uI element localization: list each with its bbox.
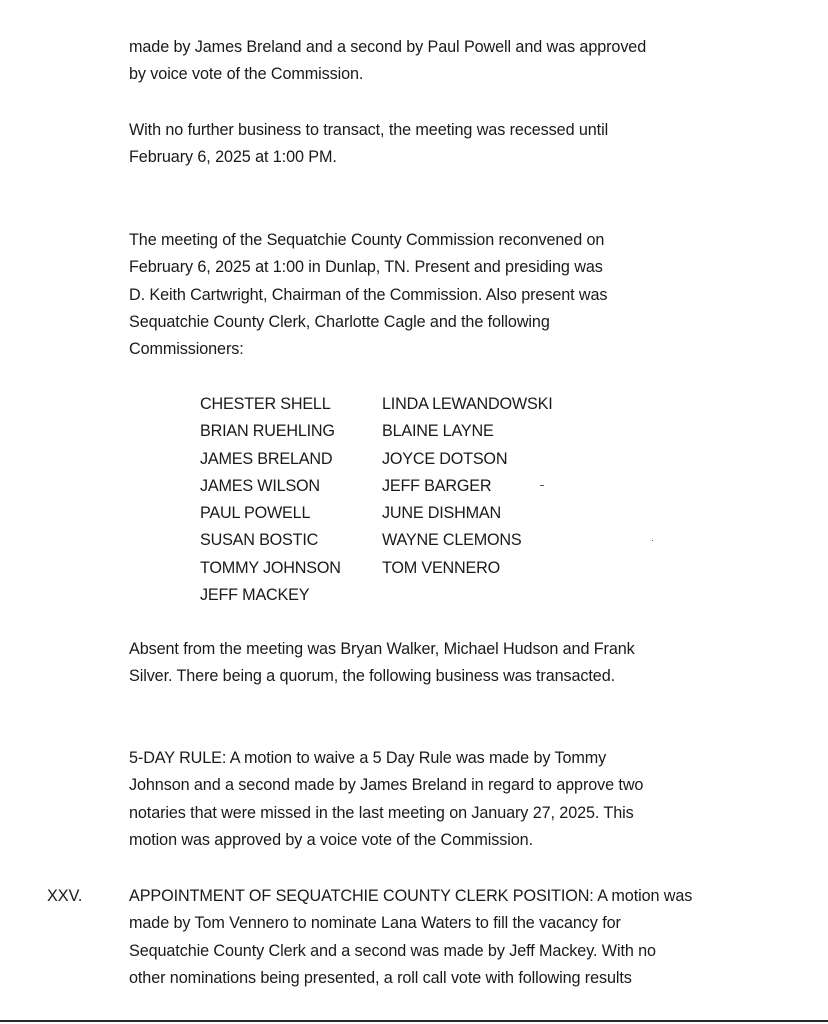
roster-row xyxy=(200,555,642,582)
commissioner-name: LINDA LEWANDOWSKI xyxy=(382,395,553,413)
text-line: February 6, 2025 at 1:00 in Dunlap, TN. Present and presiding was xyxy=(129,258,603,277)
text-line: Sequatchie County Clerk and a second was made by Jeff Mackey. With no xyxy=(129,941,656,960)
paragraph-recess xyxy=(129,117,769,172)
paragraph-absent xyxy=(129,636,769,691)
commissioner-name: BLAINE LAYNE xyxy=(382,422,494,441)
item-number: XXV. xyxy=(47,887,83,905)
paragraph-reconvened xyxy=(129,227,769,363)
commissioner-name: BRIAN RUEHLING xyxy=(200,422,335,441)
text-line: Commissioners: xyxy=(129,340,244,359)
text-line: by voice vote of the Commission. xyxy=(129,65,364,84)
commissioner-name: JOYCE DOTSON xyxy=(382,449,508,468)
text-line: other nominations being presented, a roll call vote with following results xyxy=(129,968,632,987)
commissioner-roster xyxy=(200,391,642,609)
text-line: made by Tom Vennero to nominate Lana Waters to fill the vacancy for xyxy=(129,914,621,933)
commissioner-name xyxy=(382,582,642,609)
commissioner-name: JAMES BRELAND xyxy=(200,449,333,468)
roster-row xyxy=(200,446,642,473)
page-bottom-edge xyxy=(0,1020,828,1022)
text-line: 5-DAY RULE: A motion to waive a 5 Day Rule was made by Tommy xyxy=(129,749,607,767)
roster-row xyxy=(200,527,642,554)
text-line: Absent from the meeting was Bryan Walker, Michael Hudson and Frank xyxy=(129,640,635,658)
text-line: The meeting of the Sequatchie County Commission reconvened on xyxy=(129,231,605,249)
scan-speck xyxy=(652,540,653,541)
text-line: Silver. There being a quorum, the following business was transacted. xyxy=(129,667,615,686)
paragraph-clerk-appointment xyxy=(129,883,769,992)
text-line: made by James Breland and a second by Paul Powell and was approved xyxy=(129,38,647,56)
roster-row xyxy=(200,391,642,418)
text-line: Johnson and a second made by James Breland in regard to approve two xyxy=(129,776,644,795)
commissioner-name: TOMMY JOHNSON xyxy=(200,558,341,577)
commissioner-name: JUNE DISHMAN xyxy=(382,504,502,523)
commissioner-name: WAYNE CLEMONS xyxy=(382,531,522,550)
text-line: D. Keith Cartwright, Chairman of the Commission. Also present was xyxy=(129,285,608,304)
commissioner-name: SUSAN BOSTIC xyxy=(200,531,319,550)
text-line: February 6, 2025 at 1:00 PM. xyxy=(129,148,337,167)
commissioner-name: TOM VENNERO xyxy=(382,558,501,577)
roster-row xyxy=(200,500,642,527)
scan-speck xyxy=(540,485,544,486)
roster-row xyxy=(200,418,642,445)
commissioner-name: JAMES WILSON xyxy=(200,476,320,495)
commissioner-name: PAUL POWELL xyxy=(200,504,311,523)
text-line: APPOINTMENT OF SEQUATCHIE COUNTY CLERK POSITION: A motion was xyxy=(129,887,693,905)
roster-row xyxy=(200,473,642,500)
commissioner-name: CHESTER SHELL xyxy=(200,395,331,413)
text-line: With no further business to transact, the meeting was recessed until xyxy=(129,121,609,139)
paragraph-five-day-rule xyxy=(129,745,769,854)
paragraph-motion-approval xyxy=(129,34,769,89)
roster-row xyxy=(200,582,642,609)
text-line: Sequatchie County Clerk, Charlotte Cagle and the following xyxy=(129,312,550,331)
text-line: motion was approved by a voice vote of the Commission. xyxy=(129,830,533,849)
commissioner-name: JEFF BARGER xyxy=(382,476,492,495)
commissioner-name: JEFF MACKEY xyxy=(200,586,310,605)
text-line: notaries that were missed in the last meeting on January 27, 2025. This xyxy=(129,803,634,822)
